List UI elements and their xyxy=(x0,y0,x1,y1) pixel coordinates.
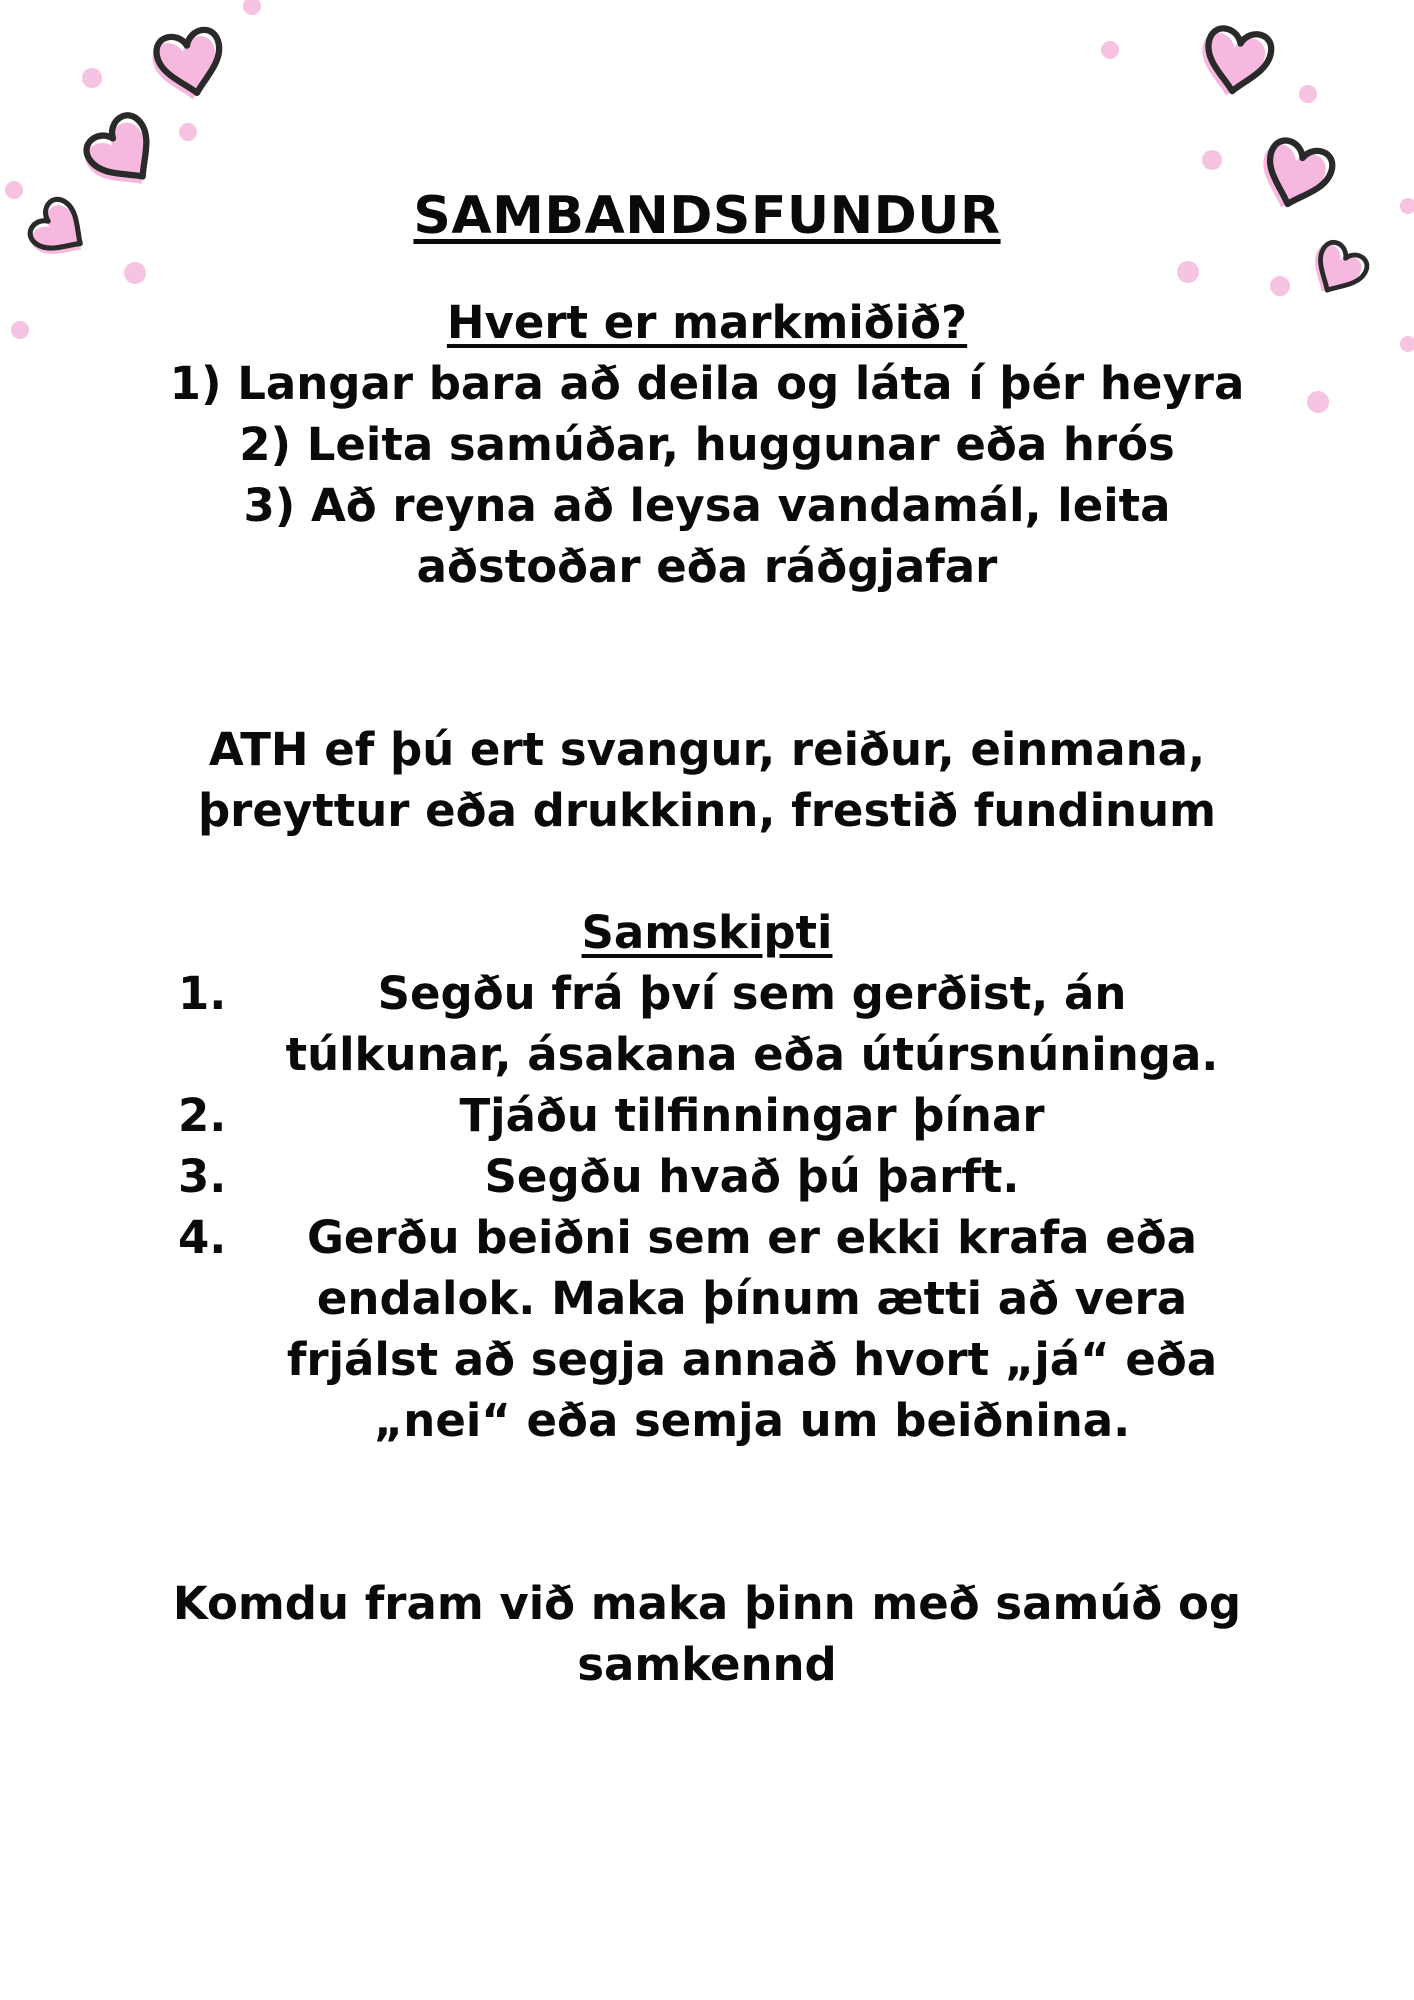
list-item-text: Segðu frá því sem gerðist, án túlkunar, ásakana eða útúrsnúninga. xyxy=(285,967,1219,1081)
spacer xyxy=(150,597,1264,719)
list-item xyxy=(150,1207,1264,1451)
list-item xyxy=(150,1085,1264,1146)
goal-line-3: 3) Að reyna að leysa vandamál, leita xyxy=(243,479,1171,532)
document-body xyxy=(150,186,1264,1695)
list-item-text: Tjáðu tilfinningar þínar xyxy=(459,1089,1045,1142)
goal-line-4: aðstoðar eða ráðgjafar xyxy=(416,540,998,593)
list-item-number: 2. xyxy=(178,1089,227,1142)
document-title: SAMBANDSFUNDUR xyxy=(413,186,1001,246)
list-item-number: 1. xyxy=(178,967,227,1020)
closing-line-1: Komdu fram við maka þinn með samúð og xyxy=(172,1577,1242,1630)
goal-heading: Hvert er markmiðið? xyxy=(446,296,968,349)
closing-line-2: samkennd xyxy=(577,1638,837,1691)
spacer xyxy=(150,1451,1264,1573)
list-item xyxy=(150,1146,1264,1207)
list-item xyxy=(150,963,1264,1085)
list-item-number: 4. xyxy=(178,1211,227,1264)
note-line-1: ATH ef þú ert svangur, reiður, einmana, xyxy=(208,723,1206,776)
list-item-text: Gerðu beiðni sem er ekki krafa eða endalok. Maka þínum ætti að vera frjálst að segja annað hvort „já“ eða „nei“ eða semja um beiðnina. xyxy=(286,1211,1218,1447)
communication-list xyxy=(150,963,1264,1451)
list-item-text: Segðu hvað þú þarft. xyxy=(484,1150,1020,1203)
list-item-number: 3. xyxy=(178,1150,227,1203)
communication-heading: Samskipti xyxy=(581,906,833,959)
goal-line-2: 2) Leita samúðar, huggunar eða hrós xyxy=(239,418,1175,471)
note-line-2: þreyttur eða drukkinn, frestið fundinum xyxy=(197,784,1217,837)
goal-line-1: 1) Langar bara að deila og láta í þér heyra xyxy=(169,357,1245,410)
spacer xyxy=(150,841,1264,902)
